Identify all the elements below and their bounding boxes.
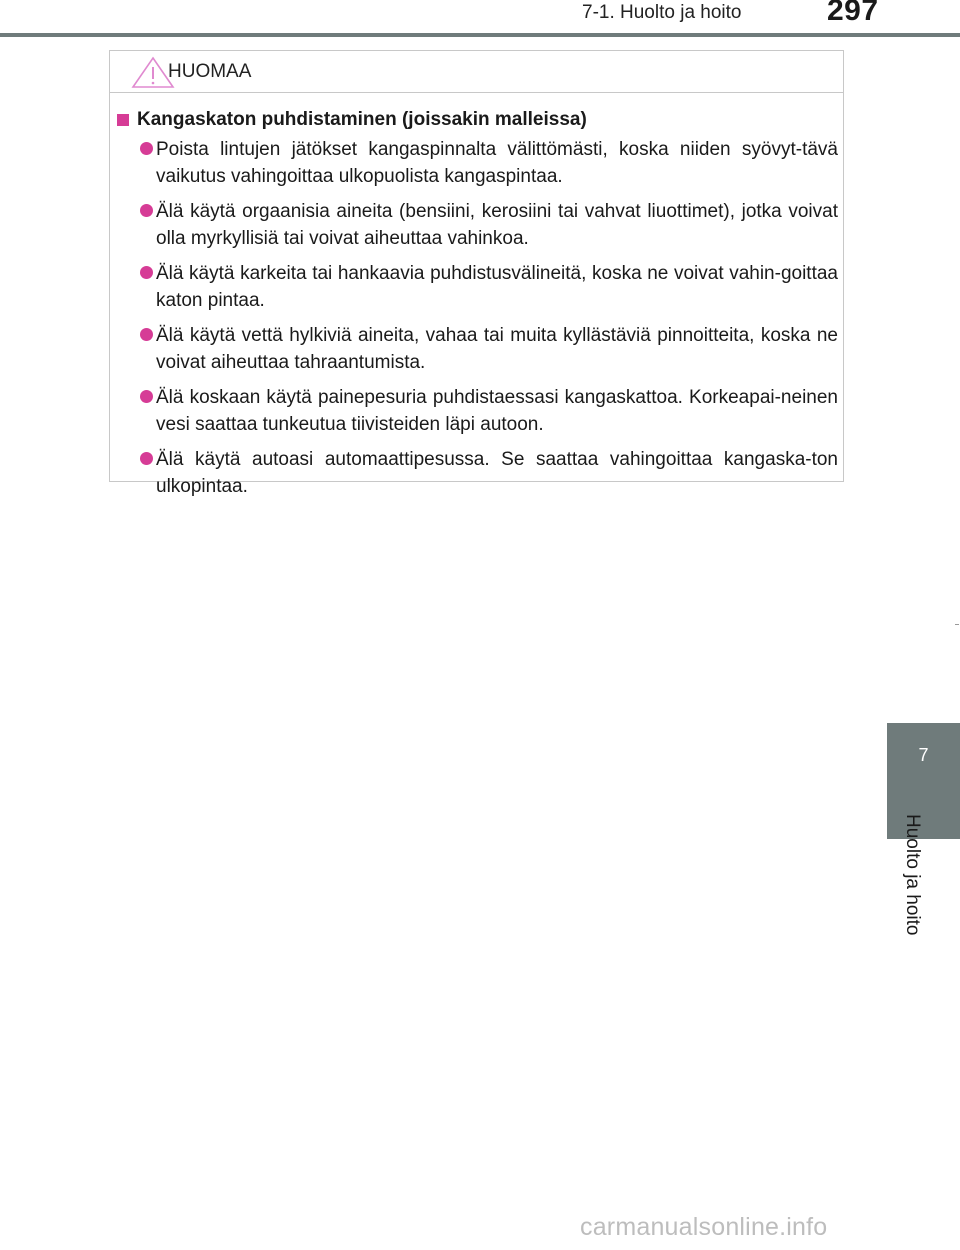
chapter-label: Huolto ja hoito — [902, 814, 923, 936]
page-number: 297 — [827, 0, 879, 27]
chapter-number: 7 — [918, 745, 929, 765]
bullet-icon — [140, 266, 153, 279]
notice-box — [109, 50, 844, 497]
bullet-icon — [140, 452, 153, 465]
watermark: carmanualsonline.info — [580, 1213, 828, 1241]
list-item-text: Älä käytä orgaanisia aineita (bensiini, kerosiini tai vahvat liuottimet), jotka voivat olla myrkyllisiä tai voivat aiheuttaa vahinkoa. — [156, 201, 838, 249]
list-item — [110, 136, 845, 190]
list-item-text: Älä käytä autoasi automaattipesussa. Se saattaa vahingoittaa kangaska-ton ulkopintaa. — [156, 449, 838, 497]
notice-title: HUOMAA — [168, 61, 252, 82]
list-item — [110, 446, 845, 500]
bullet-icon — [140, 142, 153, 155]
list-item-text: Älä käytä karkeita tai hankaavia puhdistusvälineitä, koska ne voivat vahin-goittaa katon pintaa. — [156, 263, 838, 311]
square-bullet-icon — [117, 114, 129, 126]
margin-tick — [955, 624, 959, 625]
notice-header — [110, 51, 843, 93]
section-heading — [110, 109, 587, 131]
list-item — [110, 198, 845, 252]
header-divider — [0, 33, 960, 37]
bullet-icon — [140, 390, 153, 403]
bullet-icon — [140, 204, 153, 217]
list-item-text: Älä koskaan käytä painepesuria puhdistaessasi kangaskattoa. Korkeapai-neinen vesi saattaa tunkeutua tiivisteiden läpi autoon. — [156, 387, 838, 435]
section-title: 7-1. Huolto ja hoito — [582, 2, 742, 23]
list-item — [110, 260, 845, 314]
list-item-text: Älä käytä vettä hylkiviä aineita, vahaa tai muita kyllästäviä pinnoitteita, koska ne voivat aiheuttaa tahraantumista. — [156, 325, 838, 373]
list-item — [110, 322, 845, 376]
list-item — [110, 384, 845, 438]
list-item-text: Poista lintujen jätökset kangaspinnalta välittömästi, koska niiden syövyt-tävä vaikutus vahingoittaa ulkopuolista kangaspintaa. — [156, 139, 838, 187]
bullet-icon — [140, 328, 153, 341]
section-heading-text: Kangaskaton puhdistaminen (joissakin malleissa) — [137, 109, 587, 130]
notice-list — [110, 136, 845, 508]
